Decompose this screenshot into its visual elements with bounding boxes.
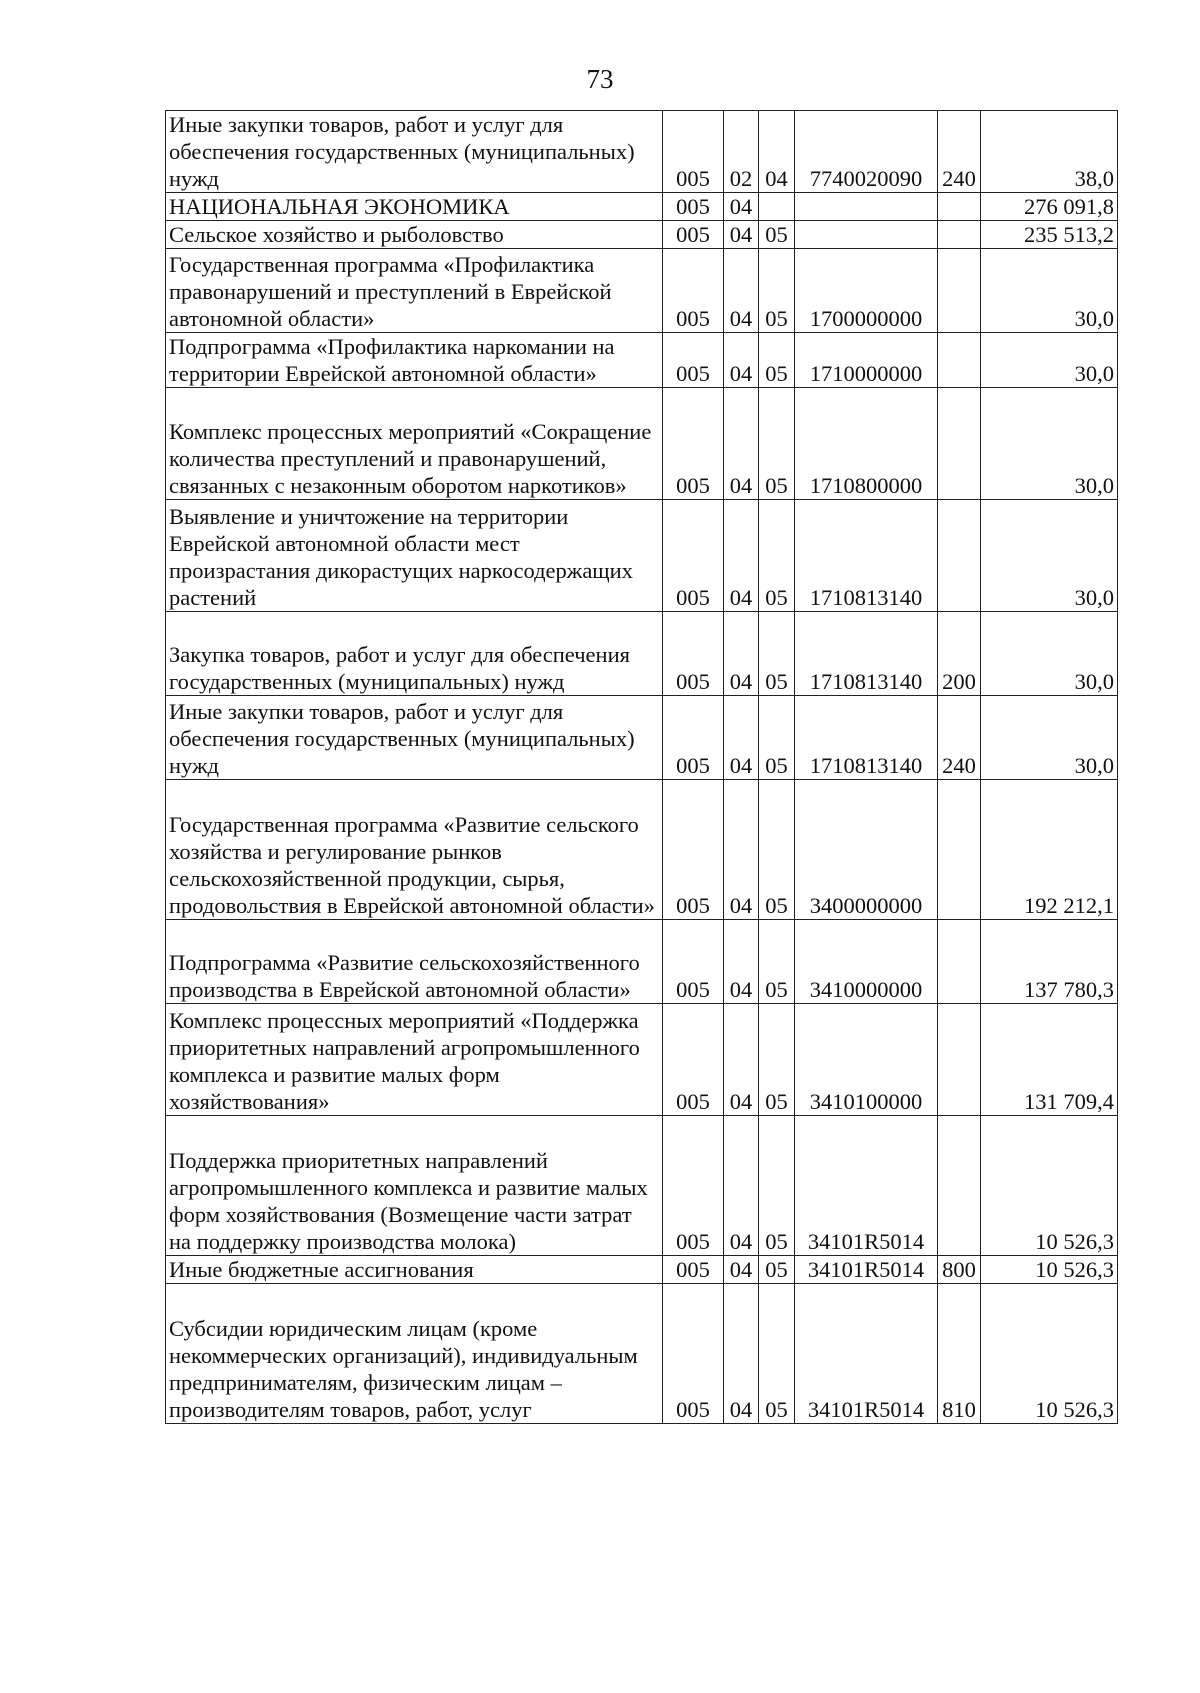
table-row bbox=[166, 221, 1118, 249]
row-amount: 10 526,3 bbox=[981, 1284, 1118, 1424]
budget-table bbox=[165, 110, 1118, 1424]
row-vr bbox=[938, 388, 981, 500]
table-row bbox=[166, 193, 1118, 221]
row-pr: 05 bbox=[759, 1284, 795, 1424]
row-pr: 05 bbox=[759, 696, 795, 780]
row-name: Иные закупки товаров, работ и услуг для обеспечения государственных (муниципальных) нужд bbox=[166, 696, 663, 780]
row-csr: 34101R5014 bbox=[795, 1256, 938, 1284]
row-rz: 04 bbox=[724, 500, 759, 612]
row-pr: 05 bbox=[759, 1004, 795, 1116]
row-rz: 04 bbox=[724, 221, 759, 249]
row-grbs: 005 bbox=[663, 1004, 724, 1116]
row-vr: 810 bbox=[938, 1284, 981, 1424]
table-row bbox=[166, 333, 1118, 388]
row-amount: 30,0 bbox=[981, 696, 1118, 780]
row-pr: 05 bbox=[759, 1116, 795, 1256]
row-vr bbox=[938, 333, 981, 388]
row-vr: 240 bbox=[938, 111, 981, 193]
row-vr bbox=[938, 780, 981, 920]
row-amount: 235 513,2 bbox=[981, 221, 1118, 249]
table-row bbox=[166, 1116, 1118, 1256]
row-pr: 05 bbox=[759, 612, 795, 696]
row-amount: 137 780,3 bbox=[981, 920, 1118, 1004]
row-name: Сельское хозяйство и рыболовство bbox=[166, 221, 663, 249]
row-csr: 3410000000 bbox=[795, 920, 938, 1004]
row-vr bbox=[938, 920, 981, 1004]
row-amount: 30,0 bbox=[981, 388, 1118, 500]
row-grbs: 005 bbox=[663, 333, 724, 388]
row-amount: 131 709,4 bbox=[981, 1004, 1118, 1116]
row-name: Субсидии юридическим лицам (кроме некоммерческих организаций), индивидуальным предпринимателям, физическим лицам – производителям товаров, работ, услуг bbox=[166, 1284, 663, 1424]
row-amount: 276 091,8 bbox=[981, 193, 1118, 221]
row-csr: 1700000000 bbox=[795, 249, 938, 333]
row-vr bbox=[938, 1116, 981, 1256]
row-pr: 05 bbox=[759, 920, 795, 1004]
row-amount: 30,0 bbox=[981, 612, 1118, 696]
table-row bbox=[166, 612, 1118, 696]
row-name: НАЦИОНАЛЬНАЯ ЭКОНОМИКА bbox=[166, 193, 663, 221]
row-rz: 04 bbox=[724, 696, 759, 780]
row-rz: 04 bbox=[724, 1116, 759, 1256]
row-amount: 30,0 bbox=[981, 249, 1118, 333]
row-rz: 02 bbox=[724, 111, 759, 193]
row-vr bbox=[938, 1004, 981, 1116]
row-grbs: 005 bbox=[663, 500, 724, 612]
row-amount: 38,0 bbox=[981, 111, 1118, 193]
row-name: Подпрограмма «Профилактика наркомании на территории Еврейской автономной области» bbox=[166, 333, 663, 388]
row-vr bbox=[938, 500, 981, 612]
row-name: Комплекс процессных мероприятий «Сокращение количества преступлений и правонарушений, связанных с незаконным оборотом наркотиков» bbox=[166, 388, 663, 500]
table-row bbox=[166, 500, 1118, 612]
page-number: 73 bbox=[586, 64, 614, 94]
row-rz: 04 bbox=[724, 333, 759, 388]
row-amount: 10 526,3 bbox=[981, 1256, 1118, 1284]
table-row bbox=[166, 1004, 1118, 1116]
row-pr: 05 bbox=[759, 500, 795, 612]
row-rz: 04 bbox=[724, 193, 759, 221]
row-pr: 05 bbox=[759, 221, 795, 249]
row-vr bbox=[938, 221, 981, 249]
row-amount: 30,0 bbox=[981, 333, 1118, 388]
row-amount: 10 526,3 bbox=[981, 1116, 1118, 1256]
table-row bbox=[166, 1256, 1118, 1284]
row-grbs: 005 bbox=[663, 249, 724, 333]
row-pr: 05 bbox=[759, 333, 795, 388]
row-csr: 1710800000 bbox=[795, 388, 938, 500]
row-name: Государственная программа «Развитие сельского хозяйства и регулирование рынков сельскохозяйственной продукции, сырья, продовольствия в Еврейской автономной области» bbox=[166, 780, 663, 920]
row-rz: 04 bbox=[724, 388, 759, 500]
row-csr: 1710000000 bbox=[795, 333, 938, 388]
row-name: Подпрограмма «Развитие сельскохозяйственного производства в Еврейской автономной области» bbox=[166, 920, 663, 1004]
row-pr: 05 bbox=[759, 1256, 795, 1284]
row-vr: 800 bbox=[938, 1256, 981, 1284]
row-grbs: 005 bbox=[663, 696, 724, 780]
row-name: Иные бюджетные ассигнования bbox=[166, 1256, 663, 1284]
row-csr bbox=[795, 193, 938, 221]
row-csr bbox=[795, 221, 938, 249]
row-rz: 04 bbox=[724, 1004, 759, 1116]
row-grbs: 005 bbox=[663, 111, 724, 193]
row-amount: 192 212,1 bbox=[981, 780, 1118, 920]
budget-table-body bbox=[166, 111, 1118, 1424]
row-csr: 34101R5014 bbox=[795, 1284, 938, 1424]
row-grbs: 005 bbox=[663, 1116, 724, 1256]
row-rz: 04 bbox=[724, 612, 759, 696]
row-csr: 34101R5014 bbox=[795, 1116, 938, 1256]
row-grbs: 005 bbox=[663, 193, 724, 221]
row-pr: 04 bbox=[759, 111, 795, 193]
row-rz: 04 bbox=[724, 249, 759, 333]
row-pr: 05 bbox=[759, 388, 795, 500]
row-name: Закупка товаров, работ и услуг для обеспечения государственных (муниципальных) нужд bbox=[166, 612, 663, 696]
row-name: Поддержка приоритетных направлений агропромышленного комплекса и развитие малых форм хозяйствования (Возмещение части затрат на поддержку производства молока) bbox=[166, 1116, 663, 1256]
row-grbs: 005 bbox=[663, 1256, 724, 1284]
table-row bbox=[166, 696, 1118, 780]
row-rz: 04 bbox=[724, 920, 759, 1004]
row-vr bbox=[938, 249, 981, 333]
row-name: Государственная программа «Профилактика правонарушений и преступлений в Еврейской автономной области» bbox=[166, 249, 663, 333]
table-row bbox=[166, 1284, 1118, 1424]
row-name: Иные закупки товаров, работ и услуг для обеспечения государственных (муниципальных) нужд bbox=[166, 111, 663, 193]
row-pr: 05 bbox=[759, 780, 795, 920]
row-name: Комплекс процессных мероприятий «Поддержка приоритетных направлений агропромышленного комплекса и развитие малых форм хозяйствования» bbox=[166, 1004, 663, 1116]
row-grbs: 005 bbox=[663, 221, 724, 249]
row-csr: 3400000000 bbox=[795, 780, 938, 920]
row-grbs: 005 bbox=[663, 612, 724, 696]
row-name: Выявление и уничтожение на территории Еврейской автономной области мест произрастания дикорастущих наркосодержащих растений bbox=[166, 500, 663, 612]
row-csr: 1710813140 bbox=[795, 696, 938, 780]
row-csr: 3410100000 bbox=[795, 1004, 938, 1116]
row-pr: 05 bbox=[759, 249, 795, 333]
row-vr: 240 bbox=[938, 696, 981, 780]
row-grbs: 005 bbox=[663, 388, 724, 500]
table-row bbox=[166, 111, 1118, 193]
row-rz: 04 bbox=[724, 1284, 759, 1424]
table-row bbox=[166, 780, 1118, 920]
row-csr: 1710813140 bbox=[795, 500, 938, 612]
row-rz: 04 bbox=[724, 1256, 759, 1284]
table-row bbox=[166, 920, 1118, 1004]
row-grbs: 005 bbox=[663, 1284, 724, 1424]
table-row bbox=[166, 388, 1118, 500]
row-rz: 04 bbox=[724, 780, 759, 920]
row-amount: 30,0 bbox=[981, 500, 1118, 612]
table-row bbox=[166, 249, 1118, 333]
row-grbs: 005 bbox=[663, 920, 724, 1004]
row-csr: 7740020090 bbox=[795, 111, 938, 193]
row-pr bbox=[759, 193, 795, 221]
row-grbs: 005 bbox=[663, 780, 724, 920]
row-csr: 1710813140 bbox=[795, 612, 938, 696]
row-vr: 200 bbox=[938, 612, 981, 696]
row-vr bbox=[938, 193, 981, 221]
